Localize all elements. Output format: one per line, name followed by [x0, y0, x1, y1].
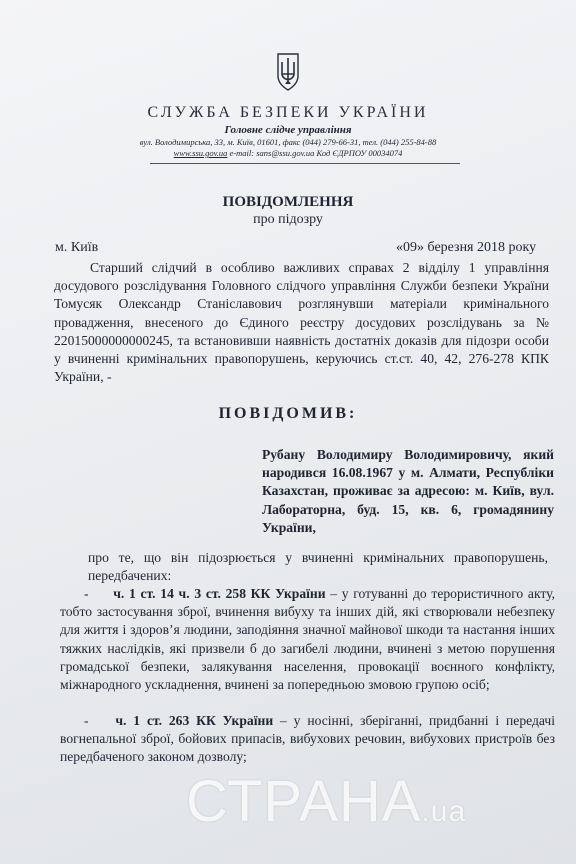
bullet-dash: -: [84, 586, 89, 601]
watermark-logo: [186, 768, 466, 835]
address-block: [0, 137, 576, 159]
document-subtitle: про підозру: [253, 212, 323, 227]
website-link: www.ssu.gov.ua: [173, 148, 228, 158]
charge-article: ч. 1 ст. 263 КК України: [115, 713, 274, 728]
charge-article: ч. 1 ст. 14 ч. 3 ст. 258 КК України: [113, 586, 326, 601]
document-date: «09» березня 2018 року: [396, 240, 537, 255]
department-name: Головне слідче управління: [224, 124, 352, 136]
trident-icon: [275, 52, 301, 92]
charge-item: [60, 585, 555, 694]
contact-line: [0, 148, 576, 159]
charge-description: – у носінні, зберіганні, придбанні і передачі вогнепальної зброї, бойових припасів, вибухових речовин, вибухових пристроїв без передбаченого законом дозволу;: [60, 713, 556, 765]
address-line: вул. Володимирська, 33, м. Київ, 01601, факс (044) 279-66-31, тел. (044) 255-84-88: [139, 137, 437, 147]
organization-name: СЛУЖБА БЕЗПЕКИ УКРАЇНИ: [147, 104, 429, 121]
suspect-details: Рубану Володимиру Володимировичу, який народився 16.08.1967 у м. Алмати, Республіки Казахстан, проживає за адресою: м. Київ, вул. Лабораторна, буд. 15, кв. 6, громадянину України,: [262, 447, 554, 535]
watermark-main: СТРАНА: [186, 769, 422, 834]
charges-intro: про те, що він підозрюється у вчиненні кримінальних правопорушень, передбачених:: [88, 550, 548, 584]
header-divider: [150, 163, 460, 164]
charge-description: – у готуванні до терористичного акту, тобто застосування зброї, вчинення вибуху та інших дій, які створювали небезпеку для життя і здоров’я людини, заподіяння значної майнової шкоди та настання інших тяжких наслідків, які призвели б до загибелі людини, вчинені з метою порушення громадської безпеки, залякування населення, провокації воєнного конфлікту, міжнародного ускладнення, вчинені за попередньою змовою групою осіб;: [60, 586, 555, 693]
document-title: ПОВІДОМЛЕННЯ: [222, 194, 354, 210]
email-code-text: e-mail: sans@ssu.gov.ua Код ЄДРПОУ 00034074: [227, 148, 403, 158]
charge-item: [60, 712, 555, 767]
bullet-dash: -: [84, 713, 89, 728]
watermark-tld: .ua: [421, 795, 467, 828]
investigator-paragraph: Старший слідчий в особливо важливих справах 2 відділу 1 управління досудового розслідування Головного слідчого управління Служби безпеки України Томусяк Олександр Станіславович розглянувши матеріали кримінального провадження, внесеного до Єдиного реєстру досудових розслідувань за № 22015000000000245, та встановивши наявність достатніх доказів для підозри особи у вчиненні кримінальних правопорушень, керуючись ст.ст. 40, 42, 276-278 КПК України, -: [54, 260, 549, 385]
announce-heading: ПОВІДОМИВ:: [218, 405, 358, 422]
document-city: м. Київ: [55, 240, 99, 255]
